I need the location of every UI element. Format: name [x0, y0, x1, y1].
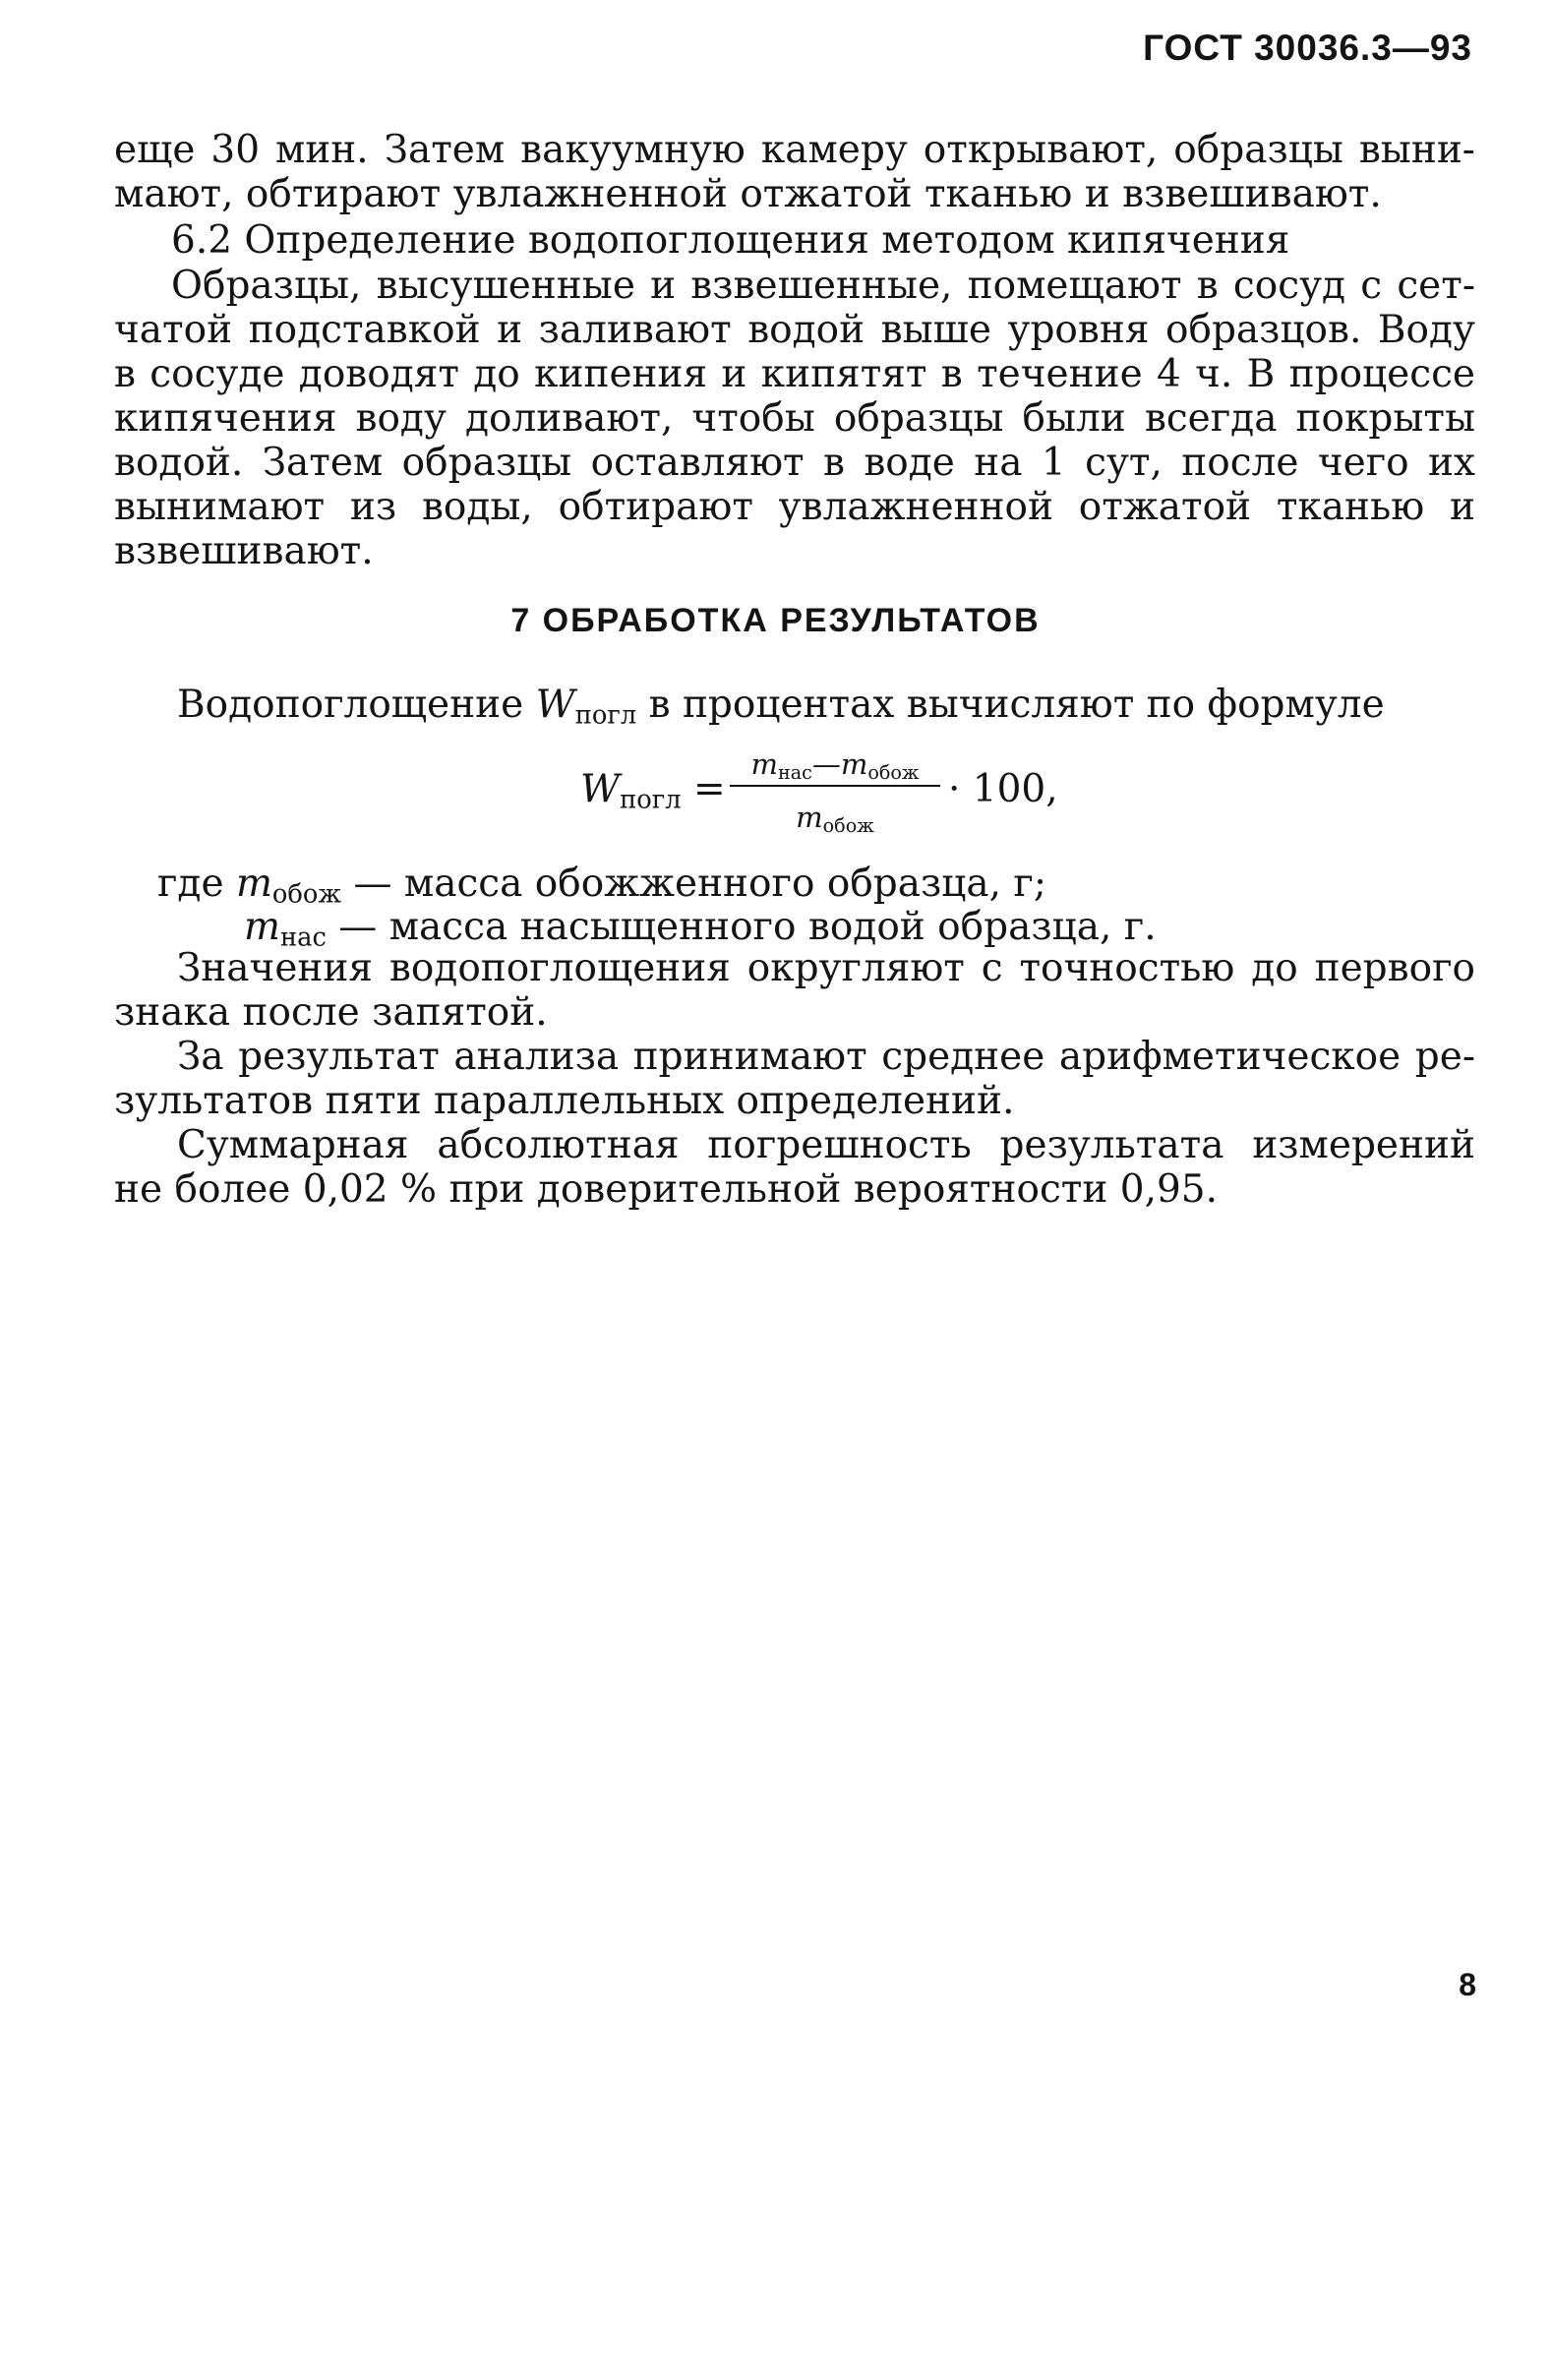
def1-text: — масса обожженного образца, г; [341, 862, 1046, 906]
intro-variable: W [535, 683, 575, 727]
text-line: кипячения воду доливают, чтобы образцы были всегда покрыты [114, 396, 1475, 441]
text-line: зультатов пяти параллельных определений. [114, 1079, 1015, 1123]
formula-lhs [580, 767, 726, 815]
formula-multiplier: · 100, [948, 767, 1058, 811]
text-line: взвешивают. [114, 529, 374, 573]
def2-var: m [244, 905, 280, 949]
definition-line [244, 905, 1475, 953]
text-line: не более 0,02 % при доверительной вероятности 0,95. [114, 1167, 1218, 1212]
def2-sub: нас [279, 922, 327, 953]
def2-text: — масса насыщенного водой образца, г. [326, 905, 1157, 949]
text-line: знака после запятой. [114, 990, 548, 1035]
denominator-sub: обож [822, 813, 874, 837]
denominator-var: m [796, 801, 823, 834]
formula-intro [177, 683, 1475, 731]
numerator-minus: — [811, 747, 841, 781]
def1-sub: обож [271, 879, 342, 910]
document-header: ГОСТ 30036.3—93 [1143, 28, 1472, 68]
text-line: Образцы, высушенные и взвешенные, помещают в сосуд с сет- [171, 264, 1475, 308]
text-line: Суммарная абсолютная погрешность результата измерений [177, 1123, 1475, 1167]
subsection-title: 6.2 Определение водопоглощения методом кипячения [171, 218, 1290, 263]
text-line: вынимают из воды, обтирают увлажненной отжатой тканью и [114, 485, 1475, 529]
text-line: водой. Затем образцы оставляют в воде на 1 сут, после чего их [114, 441, 1475, 485]
def1-var: m [235, 862, 272, 906]
numerator-var: m [750, 747, 778, 781]
numerator2-var: m [840, 747, 868, 781]
numerator-sub: нас [777, 760, 812, 784]
formula-equals: = [681, 767, 726, 811]
formula-lhs-sub: погл [620, 785, 682, 815]
text-line: За результат анализа принимают среднее арифметическое ре- [177, 1035, 1475, 1079]
formula-fraction [730, 747, 940, 837]
text-line: Значения водопоглощения округляют с точностью до первого [177, 946, 1475, 990]
formula-lhs-var: W [580, 767, 621, 811]
numerator2-sub: обож [867, 760, 920, 784]
text-line: чатой подставкой и заливают водой выше уровня образцов. Воду [114, 308, 1475, 352]
intro-text-before: Водопоглощение [177, 683, 536, 727]
text-line: в сосуде доводят до кипения и кипятят в течение 4 ч. В процессе [114, 352, 1475, 396]
where-word: где [157, 862, 236, 906]
intro-text-after: в процентах вычисляют по формуле [636, 683, 1385, 727]
text-line: еще 30 мин. Затем вакуумную камеру открывают, образцы выни- [114, 128, 1475, 172]
formula-denominator [730, 787, 940, 837]
section-heading: 7 ОБРАБОТКА РЕЗУЛЬТАТОВ [510, 602, 1041, 639]
page-number: 8 [1459, 1967, 1476, 2002]
definition-line [157, 862, 1475, 910]
formula-numerator [730, 747, 940, 785]
intro-variable-sub: погл [574, 700, 637, 731]
text-line: мают, обтирают увлажненной отжатой тканью и взвешивают. [114, 172, 1382, 216]
